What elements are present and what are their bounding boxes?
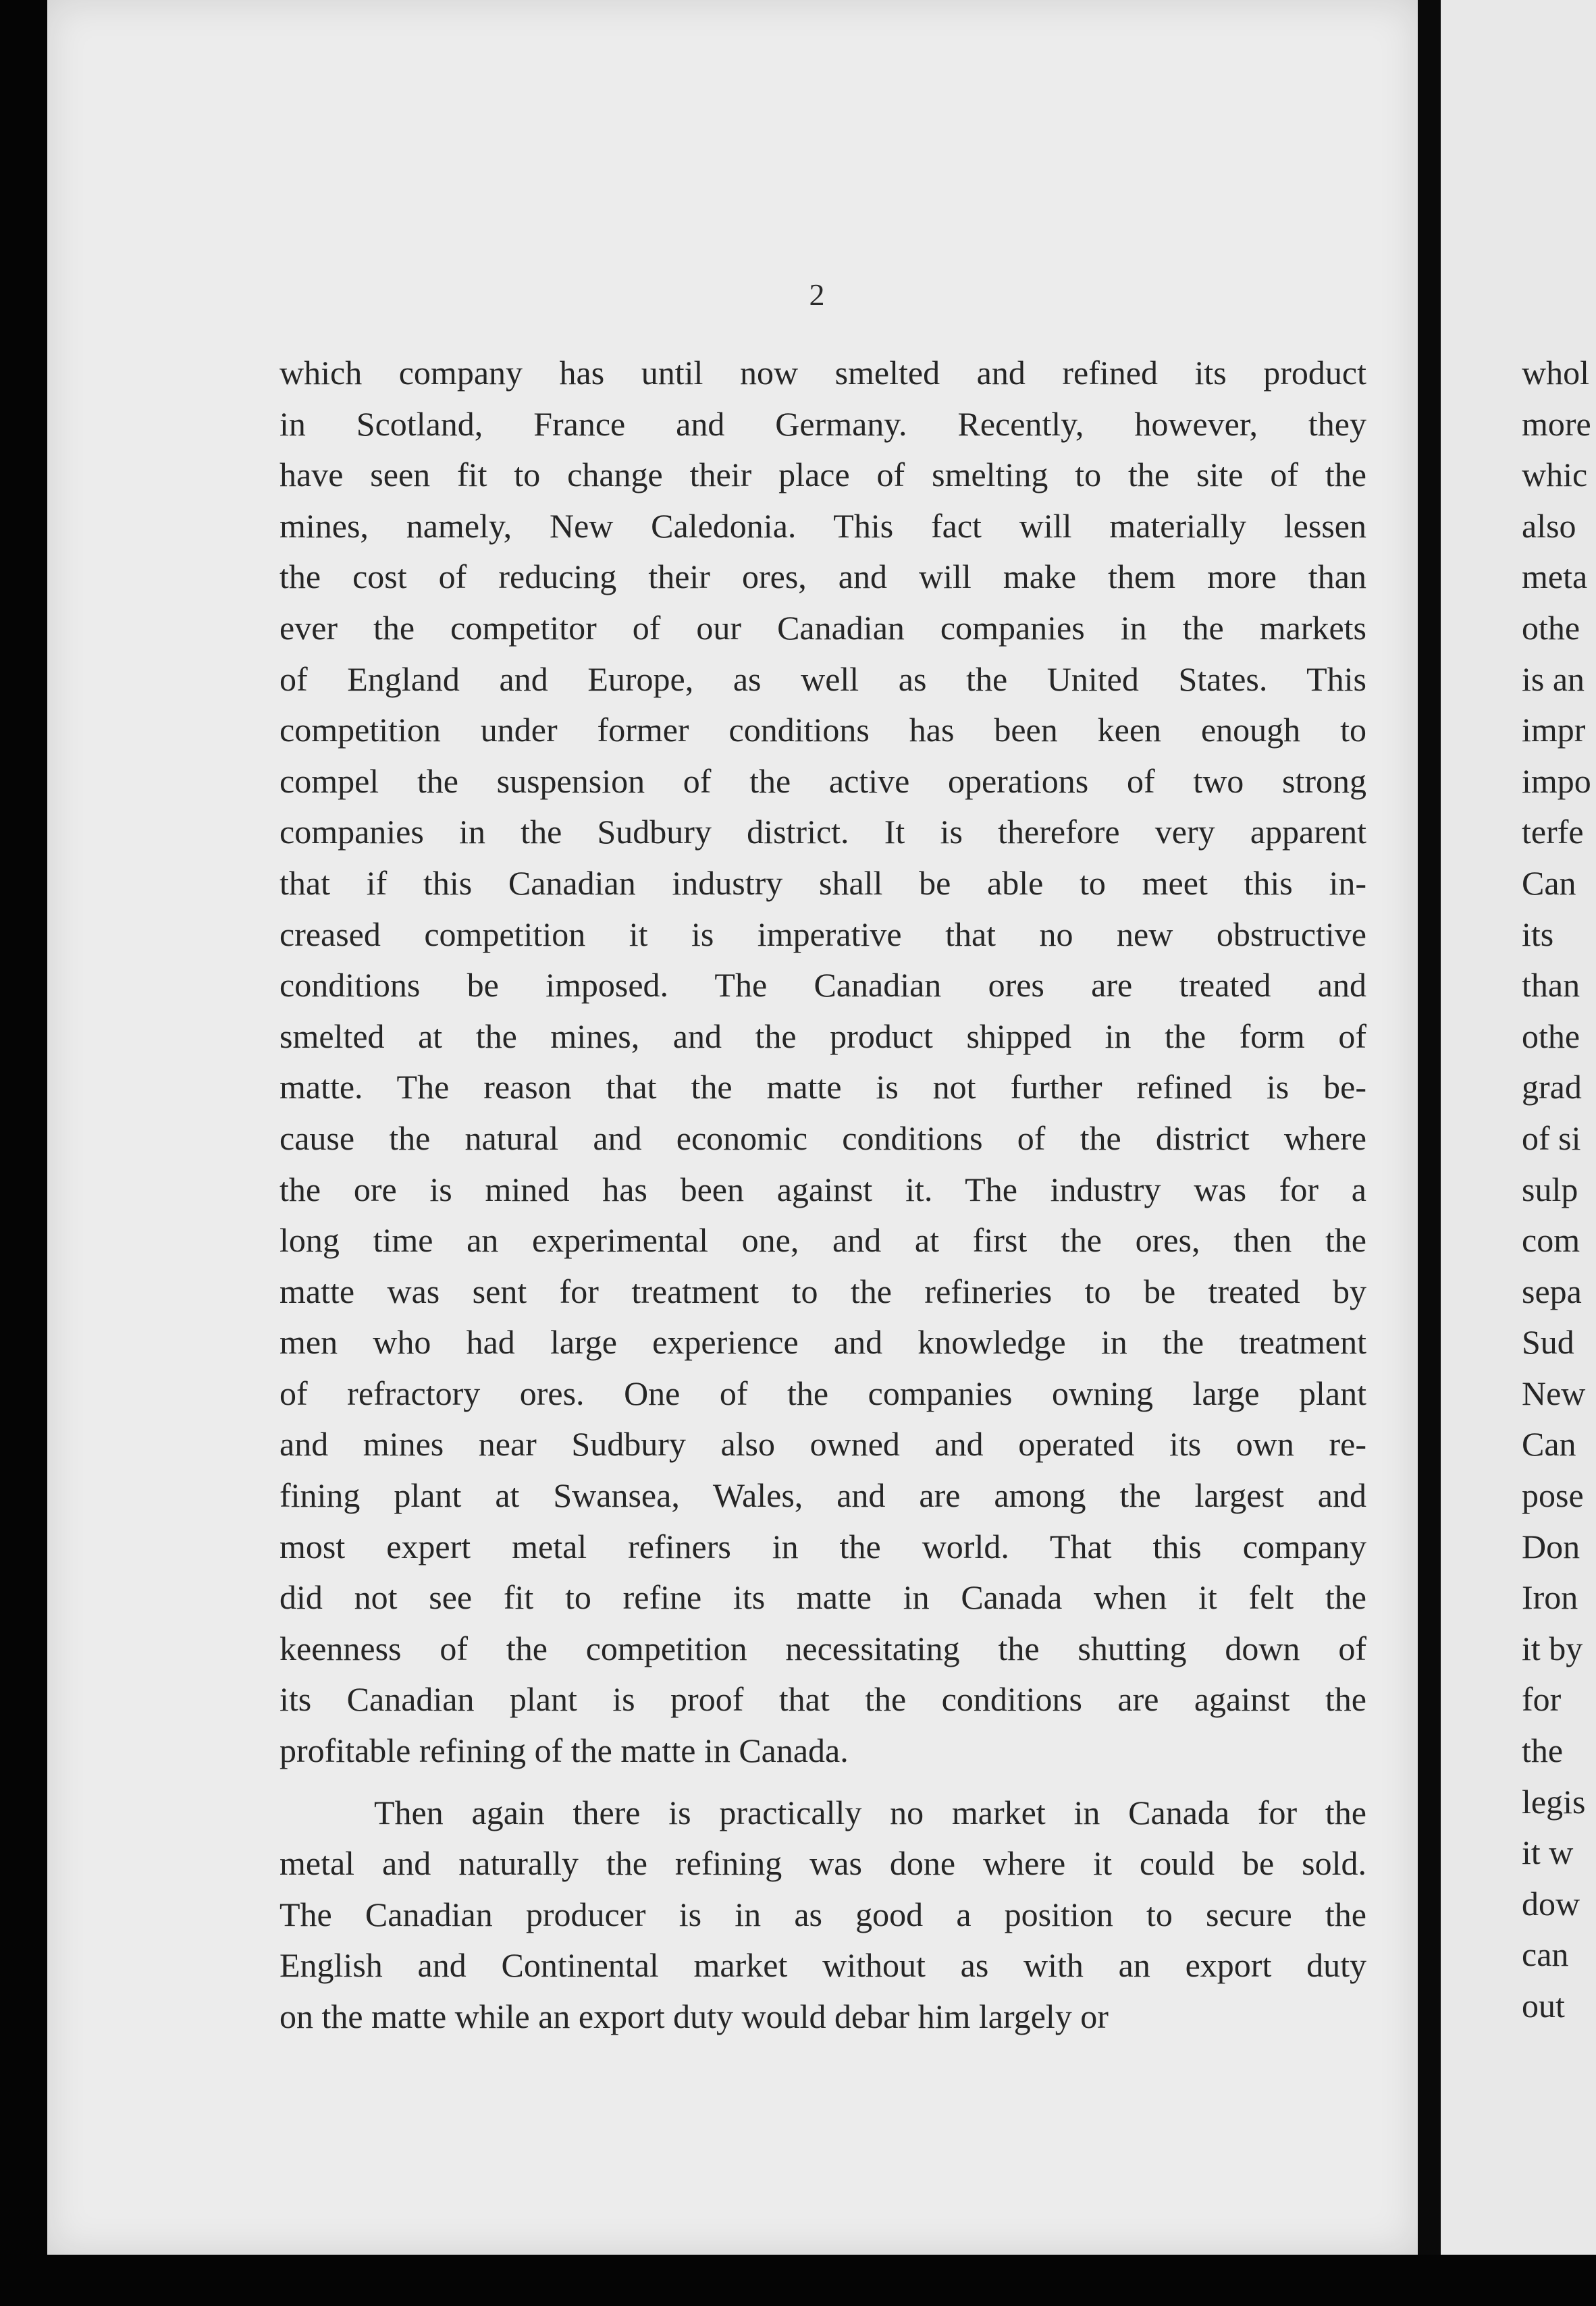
text-line: metal and naturally the refining was done where it could be sold. — [280, 1844, 1366, 1883]
text-line: have seen fit to change their place of smelting to the site of the — [280, 456, 1366, 494]
facing-line-fragment: for — [1522, 1680, 1562, 1719]
text-line: long time an experimental one, and at first the ores, then the — [280, 1221, 1366, 1260]
text-line: that if this Canadian industry shall be able to meet this in- — [280, 863, 1366, 902]
facing-line-fragment: legis — [1522, 1782, 1586, 1821]
facing-line-fragment: whic — [1522, 456, 1588, 494]
text-line: mines, namely, New Caledonia. This fact will materially lessen — [280, 506, 1366, 545]
text-line: on the matte while an export duty would debar him largely or — [280, 1997, 1109, 2035]
page-number: 2 — [809, 277, 825, 312]
paragraph-1 — [280, 348, 1366, 1777]
facing-line-fragment: its — [1522, 915, 1554, 953]
text-line: competition under former conditions has been keen enough to — [280, 711, 1366, 749]
facing-line-fragment: also — [1522, 506, 1576, 545]
text-line: of refractory ores. One of the companies owning large plant — [280, 1374, 1366, 1412]
facing-line-fragment: dow — [1522, 1884, 1580, 1923]
text-line: in Scotland, France and Germany. Recently, however, they — [280, 404, 1366, 443]
paragraph-2 — [280, 1788, 1366, 2043]
facing-line-fragment: Sud — [1522, 1323, 1574, 1362]
text-line: men who had large experience and knowledge in the treatment — [280, 1323, 1366, 1362]
facing-line-fragment: sulp — [1522, 1170, 1578, 1208]
text-line: which company has until now smelted and refined its product — [280, 354, 1366, 392]
text-line: profitable refining of the matte in Canada. — [280, 1732, 849, 1770]
text-line: of England and Europe, as well as the United States. This — [280, 660, 1366, 698]
facing-line-fragment: whol — [1522, 354, 1589, 392]
facing-line-fragment: it w — [1522, 1833, 1574, 1872]
facing-line-fragment: the — [1522, 1732, 1564, 1770]
facing-line-fragment: of si — [1522, 1119, 1581, 1157]
facing-line-fragment: impo — [1522, 761, 1591, 800]
facing-line-fragment: than — [1522, 966, 1580, 1004]
text-line: did not see fit to refine its matte in Canada when it felt the — [280, 1578, 1366, 1617]
facing-line-fragment: out — [1522, 1987, 1565, 2025]
facing-line-fragment: Don — [1522, 1527, 1580, 1565]
facing-line-fragment: grad — [1522, 1068, 1582, 1106]
facing-line-fragment: can — [1522, 1935, 1569, 1974]
facing-line-fragment: Can — [1522, 863, 1576, 902]
text-line: most expert metal refiners in the world. That this company — [280, 1527, 1366, 1565]
facing-line-fragment: sepa — [1522, 1272, 1582, 1310]
text-line: conditions be imposed. The Canadian ores are treated and — [280, 966, 1366, 1004]
facing-line-fragment: meta — [1522, 558, 1588, 596]
facing-line-fragment: more — [1522, 404, 1591, 443]
facing-line-fragment: it by — [1522, 1629, 1583, 1667]
facing-line-fragment: is an — [1522, 660, 1585, 698]
text-line: The Canadian producer is in as good a position to secure the — [280, 1895, 1366, 1933]
text-line: Then again there is practically no market in Canada for the — [374, 1793, 1366, 1831]
facing-line-fragment: othe — [1522, 1017, 1580, 1055]
facing-line-fragment: com — [1522, 1221, 1580, 1260]
text-line: its Canadian plant is proof that the conditions are against the — [280, 1680, 1366, 1719]
facing-line-fragment: New — [1522, 1374, 1586, 1412]
text-line: English and Continental market without as with an export duty — [280, 1946, 1366, 1985]
text-line: the cost of reducing their ores, and will make them more than — [280, 558, 1366, 596]
facing-line-fragment: terfe — [1522, 813, 1584, 851]
facing-line-fragment: Iron — [1522, 1578, 1578, 1617]
facing-line-fragment: impr — [1522, 711, 1586, 749]
text-line: cause the natural and economic conditions of the district where — [280, 1119, 1366, 1157]
text-line: keenness of the competition necessitating the shutting down of — [280, 1629, 1366, 1667]
facing-line-fragment: othe — [1522, 608, 1580, 647]
facing-page-text — [1522, 348, 1596, 2032]
text-line: the ore is mined has been against it. The industry was for a — [280, 1170, 1366, 1208]
text-line: creased competition it is imperative that no new obstructive — [280, 915, 1366, 953]
text-line: matte was sent for treatment to the refineries to be treated by — [280, 1272, 1366, 1310]
text-line: smelted at the mines, and the product shipped in the form of — [280, 1017, 1366, 1055]
book-gutter — [1418, 0, 1441, 2306]
text-line: compel the suspension of the active operations of two strong — [280, 761, 1366, 800]
facing-line-fragment: pose — [1522, 1476, 1584, 1515]
text-line: companies in the Sudbury district. It is therefore very apparent — [280, 813, 1366, 851]
text-line: and mines near Sudbury also owned and operated its own re- — [280, 1425, 1366, 1464]
text-line: matte. The reason that the matte is not further refined is be- — [280, 1068, 1366, 1106]
text-line: ever the competitor of our Canadian companies in the markets — [280, 608, 1366, 647]
scan-border — [0, 2255, 1596, 2306]
facing-line-fragment: Can — [1522, 1425, 1576, 1464]
text-line: fining plant at Swansea, Wales, and are among the largest and — [280, 1476, 1366, 1515]
body-text — [280, 348, 1366, 2043]
